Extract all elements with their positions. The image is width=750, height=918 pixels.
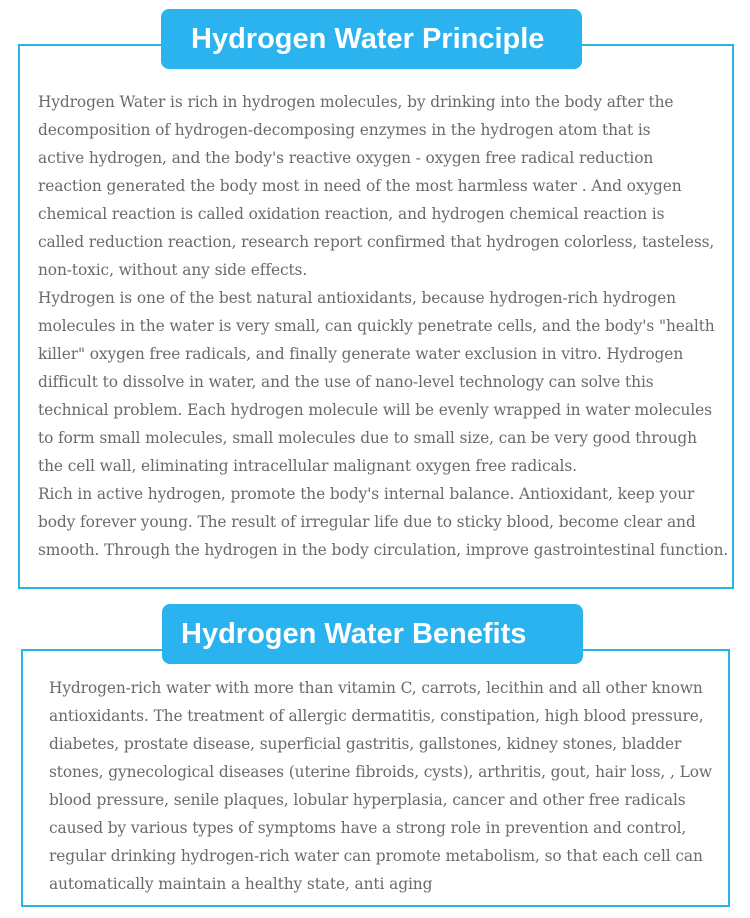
benefits-line: regular drinking hydrogen-rich water can promote metabolism, so that each cell can xyxy=(49,847,703,865)
benefits-text xyxy=(49,674,719,898)
principle-line: decomposition of hydrogen-decomposing enzymes in the hydrogen atom that is xyxy=(38,121,651,139)
benefits-line: automatically maintain a healthy state, anti aging xyxy=(49,875,433,893)
principle-line: chemical reaction is called oxidation reaction, and hydrogen chemical reaction is xyxy=(38,205,665,223)
principle-line: to form small molecules, small molecules due to small size, can be very good through xyxy=(38,429,697,447)
principle-line: smooth. Through the hydrogen in the body circulation, improve gastrointestinal function. xyxy=(38,541,729,559)
benefits-line: Hydrogen-rich water with more than vitamin C, carrots, lecithin and all other known xyxy=(49,679,703,697)
principle-line: Rich in active hydrogen, promote the body's internal balance. Antioxidant, keep your xyxy=(38,485,695,503)
principle-line: Hydrogen is one of the best natural antioxidants, because hydrogen-rich hydrogen xyxy=(38,289,676,307)
principle-line: the cell wall, eliminating intracellular malignant oxygen free radicals. xyxy=(38,457,577,475)
benefits-line: caused by various types of symptoms have a strong role in prevention and control, xyxy=(49,819,687,837)
principle-line: difficult to dissolve in water, and the use of nano-level technology can solve this xyxy=(38,373,654,391)
benefits-line: antioxidants. The treatment of allergic dermatitis, constipation, high blood pressure, xyxy=(49,707,704,725)
principle-line: active hydrogen, and the body's reactive oxygen - oxygen free radical reduction xyxy=(38,149,654,167)
benefits-title: Hydrogen Water Benefits xyxy=(162,604,583,664)
principle-line: technical problem. Each hydrogen molecule will be evenly wrapped in water molecules xyxy=(38,401,712,419)
principle-line: killer" oxygen free radicals, and finally generate water exclusion in vitro. Hydrogen xyxy=(38,345,684,363)
benefits-line: stones, gynecological diseases (uterine fibroids, cysts), arthritis, gout, hair loss, , Low xyxy=(49,763,712,781)
principle-line: reaction generated the body most in need of the most harmless water . And oxygen xyxy=(38,177,682,195)
principle-line: molecules in the water is very small, can quickly penetrate cells, and the body's "health xyxy=(38,317,715,335)
principle-line: called reduction reaction, research report confirmed that hydrogen colorless, tasteless, xyxy=(38,233,715,251)
principle-title: Hydrogen Water Principle xyxy=(161,9,582,69)
principle-line: Hydrogen Water is rich in hydrogen molecules, by drinking into the body after the xyxy=(38,93,674,111)
principle-line: non-toxic, without any side effects. xyxy=(38,261,308,279)
benefits-line: blood pressure, senile plaques, lobular hyperplasia, cancer and other free radicals xyxy=(49,791,686,809)
principle-line: body forever young. The result of irregular life due to sticky blood, become clear and xyxy=(38,513,696,531)
benefits-line: diabetes, prostate disease, superficial gastritis, gallstones, kidney stones, bladder xyxy=(49,735,682,753)
principle-text xyxy=(38,88,728,564)
